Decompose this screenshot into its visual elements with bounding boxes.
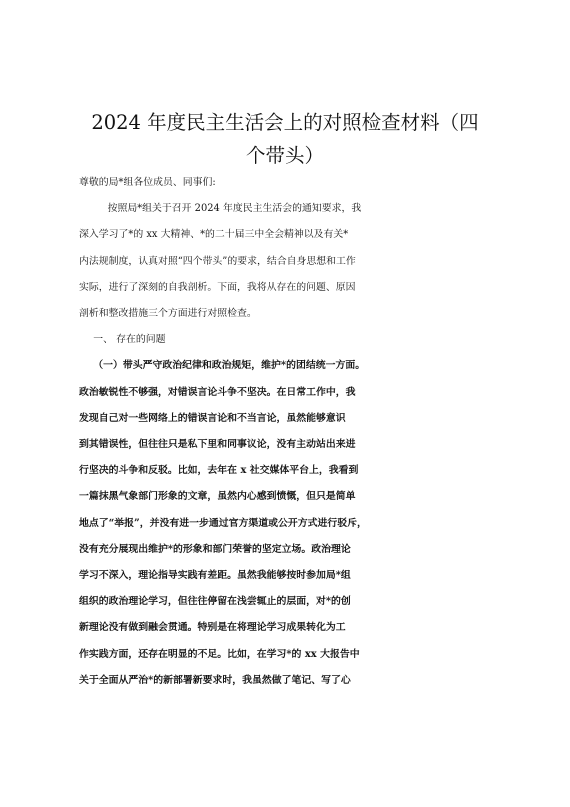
document-line: 政治敏锐性不够强，对错误言论斗争不坚决。在日常工作中，我 [79,386,356,398]
document-line: 一篇抹黑气象部门形象的文章，虽然内心感到愤慨，但只是简单 [79,491,356,503]
document-line: 尊敬的局*组各位成员、同事们: [79,177,216,188]
document-line: 没有充分展现出维护*的形象和部门荣誉的坚定立场。政治理论 [79,543,351,555]
document-title-line-1: 2024 年度民主生活会上的对照检查材料（四 [91,111,479,134]
document-line: 关于全面从严治*的新部署新要求时，我虽然做了笔记、写了心 [79,674,351,686]
document-line: 发现自己对一些网络上的错误言论和不当言论，虽然能够意识 [79,412,346,424]
document-line: 地点了“举报”，并没有进一步通过官方渠道或公开方式进行驳斥， [79,517,367,529]
document-line: 到其错误性，但往往只是私下里和同事议论，没有主动站出来进 [79,439,356,450]
document-title-line-2: 个带头） [245,144,324,167]
document-line: 学习不深入，理论指导实践有差距。虽然我能够按时参加局*组 [79,570,351,581]
document-line: （一）带头严守政治纪律和政治规矩，维护*的团结统一方面。 [93,360,366,372]
document-line: 作实践方面，还存在明显的不足。比如，在学习*的 xx 大报告中 [79,648,360,660]
document-line: 一、 存在的问题 [93,334,166,346]
document-line: 行坚决的斗争和反驳。比如，去年在 x 社交媒体平台上，我看到 [79,465,359,477]
document-line: 深入学习了*的 xx 大精神、*的二十届三中全会精神以及有关* [79,229,349,241]
document-line: 实际，进行了深刻的自我剖析。下面，我将从存在的问题、原因 [79,281,356,293]
document-line: 新理论没有做到融会贯通。特别是在将理论学习成果转化为工 [79,622,346,634]
document-line: 内法规制度，认真对照“四个带头”的要求，结合自身思想和工作 [79,255,356,267]
document-line: 按照局*组关于召开 2024 年度民主生活会的通知要求，我 [107,203,362,215]
document-line: 剖析和整改措施三个方面进行对照检查。 [79,308,257,319]
document-line: 组织的政治理论学习，但往往停留在浅尝辄止的层面，对*的创 [79,596,351,608]
